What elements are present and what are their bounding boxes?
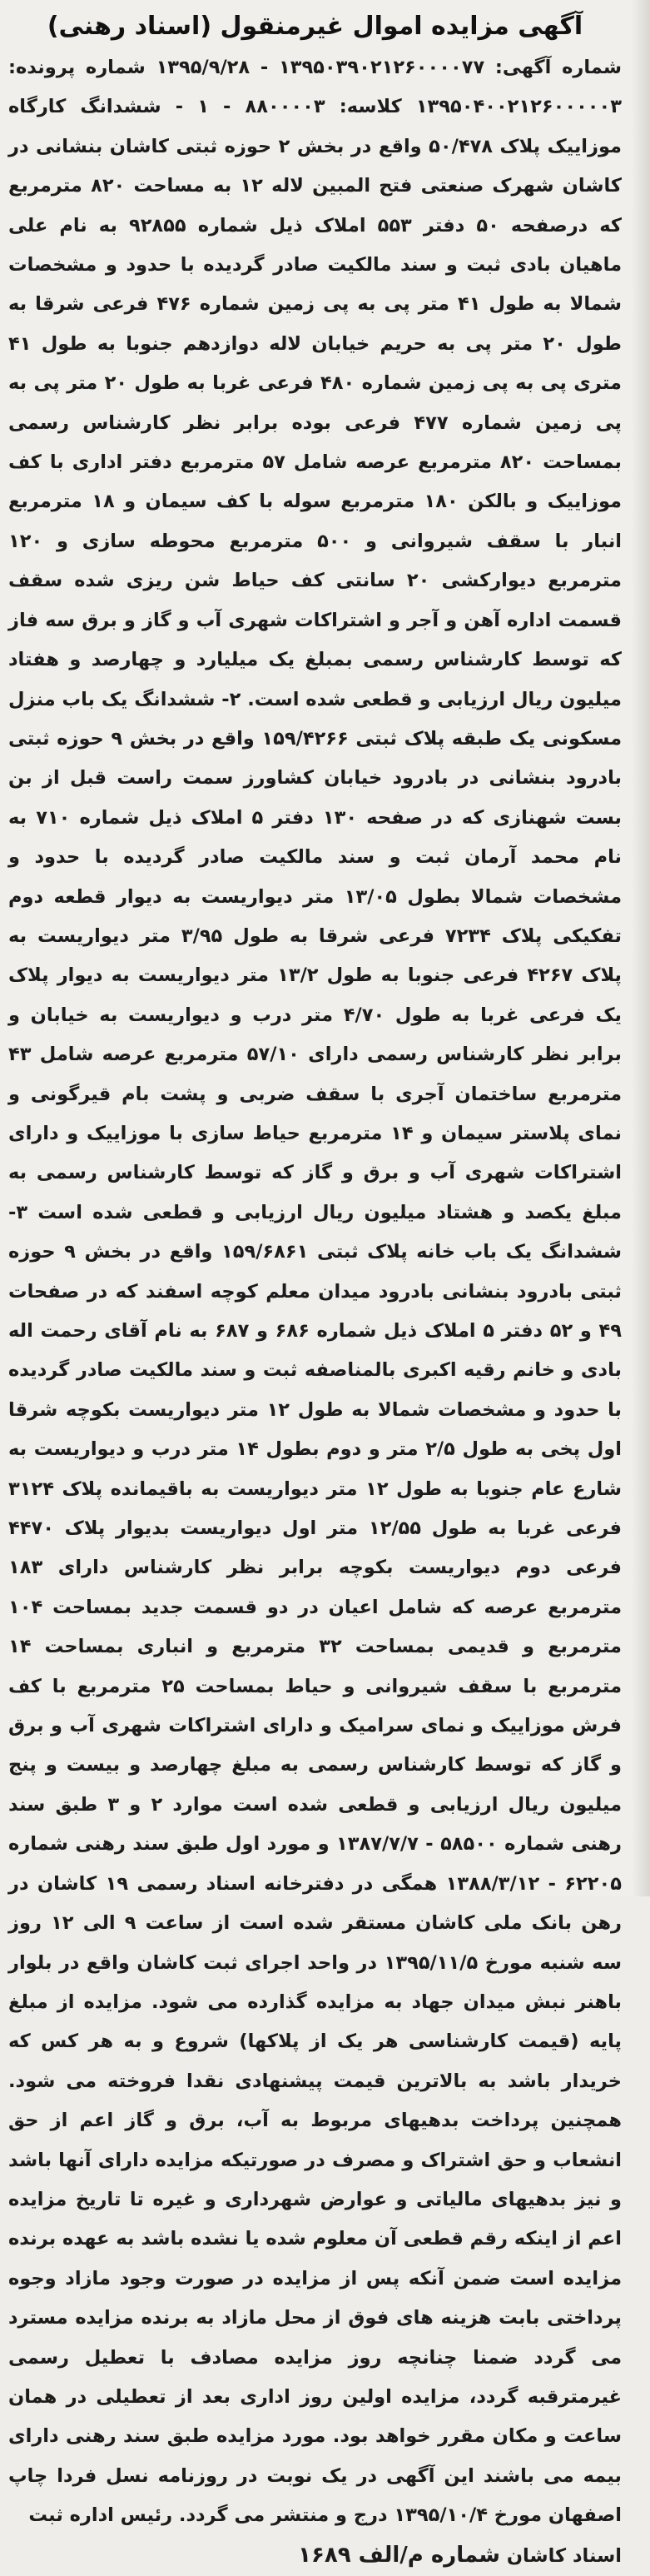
- paper-edge-shadow: [632, 0, 650, 1896]
- notice-body: شماره آگهی: ۱۳۹۵۰۳۹۰۲۱۲۶۰۰۰۰۷۷ - ۱۳۹۵/۹/۲۸ شماره پرونده: ۱۳۹۵۰۴۰۰۲۱۲۶۰۰۰۰۰۳ کلاسه: ۸۸۰۰۰۰۳ - ۱ - ششدانگ کارگاه موزاییک پلاک ۵۰/۴۷۸ واقع در بخش ۲ حوزه ثبتی کاشان بنشانی در کاشان شهرک صنعتی فتح المبین لاله ۱۲ به مساحت ۸۲۰ مترمربع که درصفحه ۵۰ دفتر ۵۵۳ املاک ذیل شماره ۹۲۸۵۵ به نام علی ماهیان بادی ثبت و سند مالکیت صادر گردیده با حدود و مشخصات شمالا به طول ۴۱ متر پی به پی زمین شماره ۴۷۶ فرعی شرقا به طول ۲۰ متر پی به حریم خیابان لاله دوازدهم جنوبا به طول ۴۱ متری پی به پی زمین شماره ۴۸۰ فرعی غربا به طول ۲۰ متر پی به پی زمین شماره ۴۷۷ فرعی بوده برابر نظر کارشناس رسمی بمساحت ۸۲۰ مترمربع عرصه شامل ۵۷ مترمربع دفتر اداری با کف موزاییک و بالکن ۱۸۰ مترمربع سوله با کف سیمان و ۱۸ مترمربع انبار با سقف شیروانی و ۵۰۰ مترمربع محوطه سازی و ۱۲۰ مترمربع دیوارکشی ۲۰ سانتی کف حیاط شن ریزی شده سقف قسمت اداره آهن و آجر و اشتراکات شهری آب و گاز و برق سه فاز که توسط کارشناس رسمی بمبلغ یک میلیارد و چهارصد و هفتاد میلیون ریال ارزیابی و قطعی شده است. ۲- ششدانگ یک باب منزل مسکونی یک طبقه پلاک ثبتی ۱۵۹/۴۲۶۶ واقع در بخش ۹ حوزه ثبتی بادرود بنشانی در بادرود خیابان کشاورز سمت راست قبل از بن بست شهنازی که در صفحه ۱۳۰ دفتر ۵ املاک ذیل شماره ۷۱۰ به نام محمد آرمان ثبت و سند مالکیت صادر گردیده با حدود و مشخصات شمالا بطول ۱۳/۰۵ متر دیواریست به دیوار قطعه دوم تفکیکی پلاک ۷۲۳۴ فرعی شرقا به طول ۳/۹۵ متر دیواریست به پلاک ۴۲۶۷ فرعی جنوبا به طول ۱۳/۲ متر دیواریست به دیوار پلاک یک فرعی غربا به طول ۴/۷۰ متر درب و دیواریست به خیابان و برابر نظر کارشناس رسمی دارای ۵۷/۱۰ مترمربع عرصه شامل ۴۳ مترمربع ساختمان آجری با سقف ضربی و پشت بام قیرگونی و نمای پلاستر سیمان و ۱۴ مترمربع حیاط سازی با موزاییک و دارای اشتراکات شهری آب و برق و گاز که توسط کارشناس رسمی به مبلغ یکصد و هشتاد میلیون ریال ارزیابی و قطعی شده است ۳- ششدانگ یک باب خانه پلاک ثبتی ۱۵۹/۶۸۶۱ واقع در بخش ۹ حوزه ثبتی بادرود بنشانی بادرود میدان معلم کوچه اسفند که در صفحات ۴۹ و ۵۲ دفتر ۵ املاک ذیل شماره ۶۸۶ و ۶۸۷ به نام آقای رحمت اله بادی و خانم رقیه اکبری بالمناصفه ثبت و سند مالکیت صادر گردیده با حدود و مشخصات شمالا به طول ۱۲ متر دیواریست بکوچه شرقا اول پخی به طول ۲/۵ متر و دوم بطول ۱۴ متر درب و دیواریست به شارع عام جنوبا به طول ۱۲ متر دیواریست به باقیمانده پلاک ۳۱۲۴ فرعی غربا به طول ۱۲/۵۵ متر اول دیواریست بدیوار پلاک ۴۴۷۰ فرعی دوم دیواریست بکوچه برابر نظر کارشناس دارای ۱۸۳ مترمربع عرصه که شامل اعیان در دو قسمت جدید بمساحت ۱۰۴ مترمربع و قدیمی بمساحت ۳۲ مترمربع و انباری بمساحت ۱۴ مترمربع با سقف شیروانی و حیاط بمساحت ۲۵ مترمربع با کف فرش موزاییک و نمای سرامیک و دارای اشتراکات شهری آب و برق و گاز که توسط کارشناس رسمی به مبلغ چهارصد و بیست و پنج میلیون ریال ارزیابی و قطعی شده است موارد ۲ و ۳ طبق سند رهنی شماره ۵۸۵۰۰ - ۱۳۸۷/۷/۷ و مورد اول طبق سند رهنی شماره ۶۲۲۰۵ - ۱۳۸۸/۳/۱۲ همگی در دفترخانه اسناد رسمی ۱۹ کاشان در رهن بانک ملی کاشان مستقر شده است از ساعت ۹ الی ۱۲ روز سه شنبه مورخ ۱۳۹۵/۱۱/۵ در واحد اجرای ثبت کاشان واقع در بلوار باهنر نبش میدان جهاد به مزایده گذارده می شود. مزایده از مبلغ پایه (قیمت کارشناسی هر یک از پلاکها) شروع و به هر کس که خریدار باشد به بالاترین قیمت پیشنهادی نقدا فروخته می شود. همچنین پرداخت بدهیهای مربوط به آب، برق و گاز اعم از حق انشعاب و حق اشتراک و مصرف در صورتیکه مزایده دارای آنها باشد و نیز بدهیهای مالیاتی و عوارض شهرداری و غیره تا تاریخ مزایده اعم از اینکه رقم قطعی آن معلوم شده یا نشده باشد به عهده برنده مزایده است ضمن آنکه پس از مزایده در صورت وجود مازاد وجوه پرداختی بابت هزینه های فوق از محل مازاد به برنده مزایده مسترد می گردد ضمنا چنانچه روز مزایده مصادف با تعطیل رسمی غیرمترقبه گردد، مزایده اولین روز اداری بعد از تعطیلی در همان ساعت و مکان مقرر خواهد بود. مورد مزایده طبق سند رهنی دارای بیمه می باشند این آگهی در یک نوبت در روزنامه نسل فردا چاپ اصفهان مورخ ۱۳۹۵/۱۰/۴ درج و منتشر می گردد. رئیس اداره ثبت: [8, 57, 623, 2527]
- signature-line: [8, 2536, 622, 2576]
- signature-text: اسناد کاشان: [506, 2544, 622, 2567]
- notice-title: آگهی مزایده اموال غیرمنقول (اسناد رهنی): [47, 12, 583, 41]
- reference-number: شماره م/الف ۱۶۸۹: [298, 2542, 500, 2568]
